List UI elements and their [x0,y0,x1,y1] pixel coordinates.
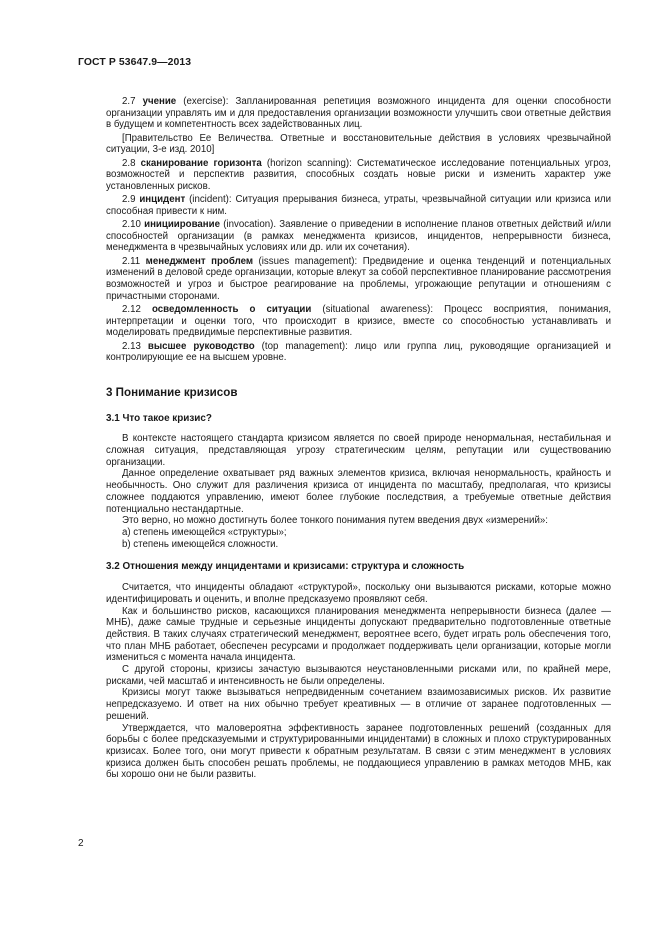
document-header: ГОСТ Р 53647.9—2013 [78,57,192,68]
section-heading: 3 Понимание кризисов [106,385,238,399]
paragraph: С другой стороны, кризисы зачастую вызываются неустановленными рисками или, по крайней мере, рисками, чей масштаб и интенсивность не были определены. [106,664,611,687]
definition-term: высшее руководство [147,340,255,352]
definition-text: (issues management): Предвидение и оценка тенденций и потенциальных изменений в деловой среде организации, которые влекут за собой перспективное планирование рассмотрения возможностей и угроз и быстрое реагирование на проблемы, угрожающие репутации и отношениям с причастными сторонами. [106,255,611,302]
page-number: 2 [78,838,84,849]
definition-text: (invocation). Заявление о приведении в исполнение планов ответных действий и/или способностей организации (в рамках менеджмента кризисов, инцидентов, непрерывности бизнеса, менеджмента в чрезвычайных условиях или др. или их сочетания). [106,219,611,254]
definition-text: (exercise): Запланированная репетиция возможного инцидента для оценки способности организации управлять им и для предоставления организации возможности улучшить свои ответные действия в будущем и компетентность всех задействованных лиц. [106,96,611,131]
definition-text: (incident): Ситуация прерывания бизнеса, утраты, чрезвычайной ситуации или кризиса или способная привести к ним. [106,194,611,217]
list-item: b) степень имеющейся сложности. [122,538,279,550]
definition-number: 2.12 [122,303,141,315]
subsection-heading: 3.2 Отношения между инцидентами и кризисами: структура и сложность [106,561,465,573]
definition-2-12 [106,304,611,339]
definition-2-10 [106,219,611,254]
paragraph: Это верно, но можно достигнуть более тонкого понимания путем введения двух «измерений»: [122,515,548,527]
subsection-heading: 3.1 Что такое кризис? [106,412,212,424]
definition-text: (situational awareness): Процесс восприятия, понимания, интерпретации и оценки того, что происходит в кризисе, вместе со способностью устанавливать и моделировать предвидимые перспективные развития. [106,303,612,339]
page-content [106,96,611,781]
definition-number: 2.11 [122,255,141,267]
definition-number: 2.7 [122,96,136,107]
definition-citation: [Правительство Ее Величества. Ответные и восстановительные действия в условиях чрезвычайной ситуации, 3-е изд. 2010] [106,132,611,156]
paragraph: Считается, что инциденты обладают «структурой», поскольку они вызываются рисками, которые можно идентифицировать и оценить, и вполне предсказуемо проявляют себя. [106,582,611,605]
definition-term: учение [142,96,177,107]
definition-term: осведомленность о ситуации [151,303,312,315]
list-item: a) степень имеющейся «структуры»; [122,527,287,538]
definition-number: 2.13 [122,340,141,352]
paragraph: Как и большинство рисков, касающихся планирования менеджмента непрерывности бизнеса (далее — МНБ), даже самые трудные и серьезные инциденты допускают предварительно подготовленные ответные действия. В таких случаях стратегический менеджмент, вероятнее всего, будет играть роль обеспечения того, что план МНБ работает, обеспечен ресурсами и продолжает поддерживать цели организации, которые могли измениться с момента начала инцидента. [106,605,611,664]
definition-term: сканирование горизонта [140,157,262,169]
definition-term: менеджмент проблем [145,255,254,267]
definition-2-8 [106,158,611,193]
definition-2-7 [106,96,611,131]
paragraph: Утверждается, что маловероятна эффективность заранее подготовленных решений (созданных для борьбы с более предсказуемыми и структурированными инцидентами) в сложных и плохо структурированных кризисах. Более того, они могут привести к обратным результатам. В связи с этим менеджмент в условиях кризиса должен быть способен решать проблемы, не поддающиеся управлению в рамках методов МНБ, как бы хорошо они не были развиты. [106,722,611,781]
definition-2-9 [106,194,611,217]
definition-number: 2.9 [122,194,136,206]
definition-2-11 [106,256,611,303]
definition-term: инцидент [139,194,186,206]
definition-text: (top management): лицо или группа лиц, руководящие организацией и контролирующие ее на высшем уровне. [106,340,611,364]
definition-2-13 [106,341,611,364]
paragraph: Кризисы могут также вызываться непредвиденным сочетанием взаимозависимых рисков. Их развитие непредсказуемо. И ответ на них обычно требует креативных — в отличие от заранее подготовленных — решений. [106,687,611,722]
paragraph: Данное определение охватывает ряд важных элементов кризиса, включая ненормальность, крайность и необычность. Оно служит для различения кризиса от инцидента по масштабу, предполагая, что кризисы сложнее поддаются управлению, имеют более глубокие последствия, а требуемые ответные действия потенциально нестандартные. [106,468,611,515]
definition-text: (horizon scanning): Систематическое исследование потенциальных угроз, возможностей и перспектив развития, способных создать новые риски и изменить характер уже установленных рисков. [106,157,611,192]
definition-number: 2.8 [122,157,136,169]
definition-term: инициирование [144,219,220,231]
definition-number: 2.10 [122,219,141,231]
paragraph: В контексте настоящего стандарта кризисом является по своей природе ненормальная, нестабильная и сложная ситуация, представляющая угрозу стратегическим целям, репутации или существованию организации. [106,433,611,468]
